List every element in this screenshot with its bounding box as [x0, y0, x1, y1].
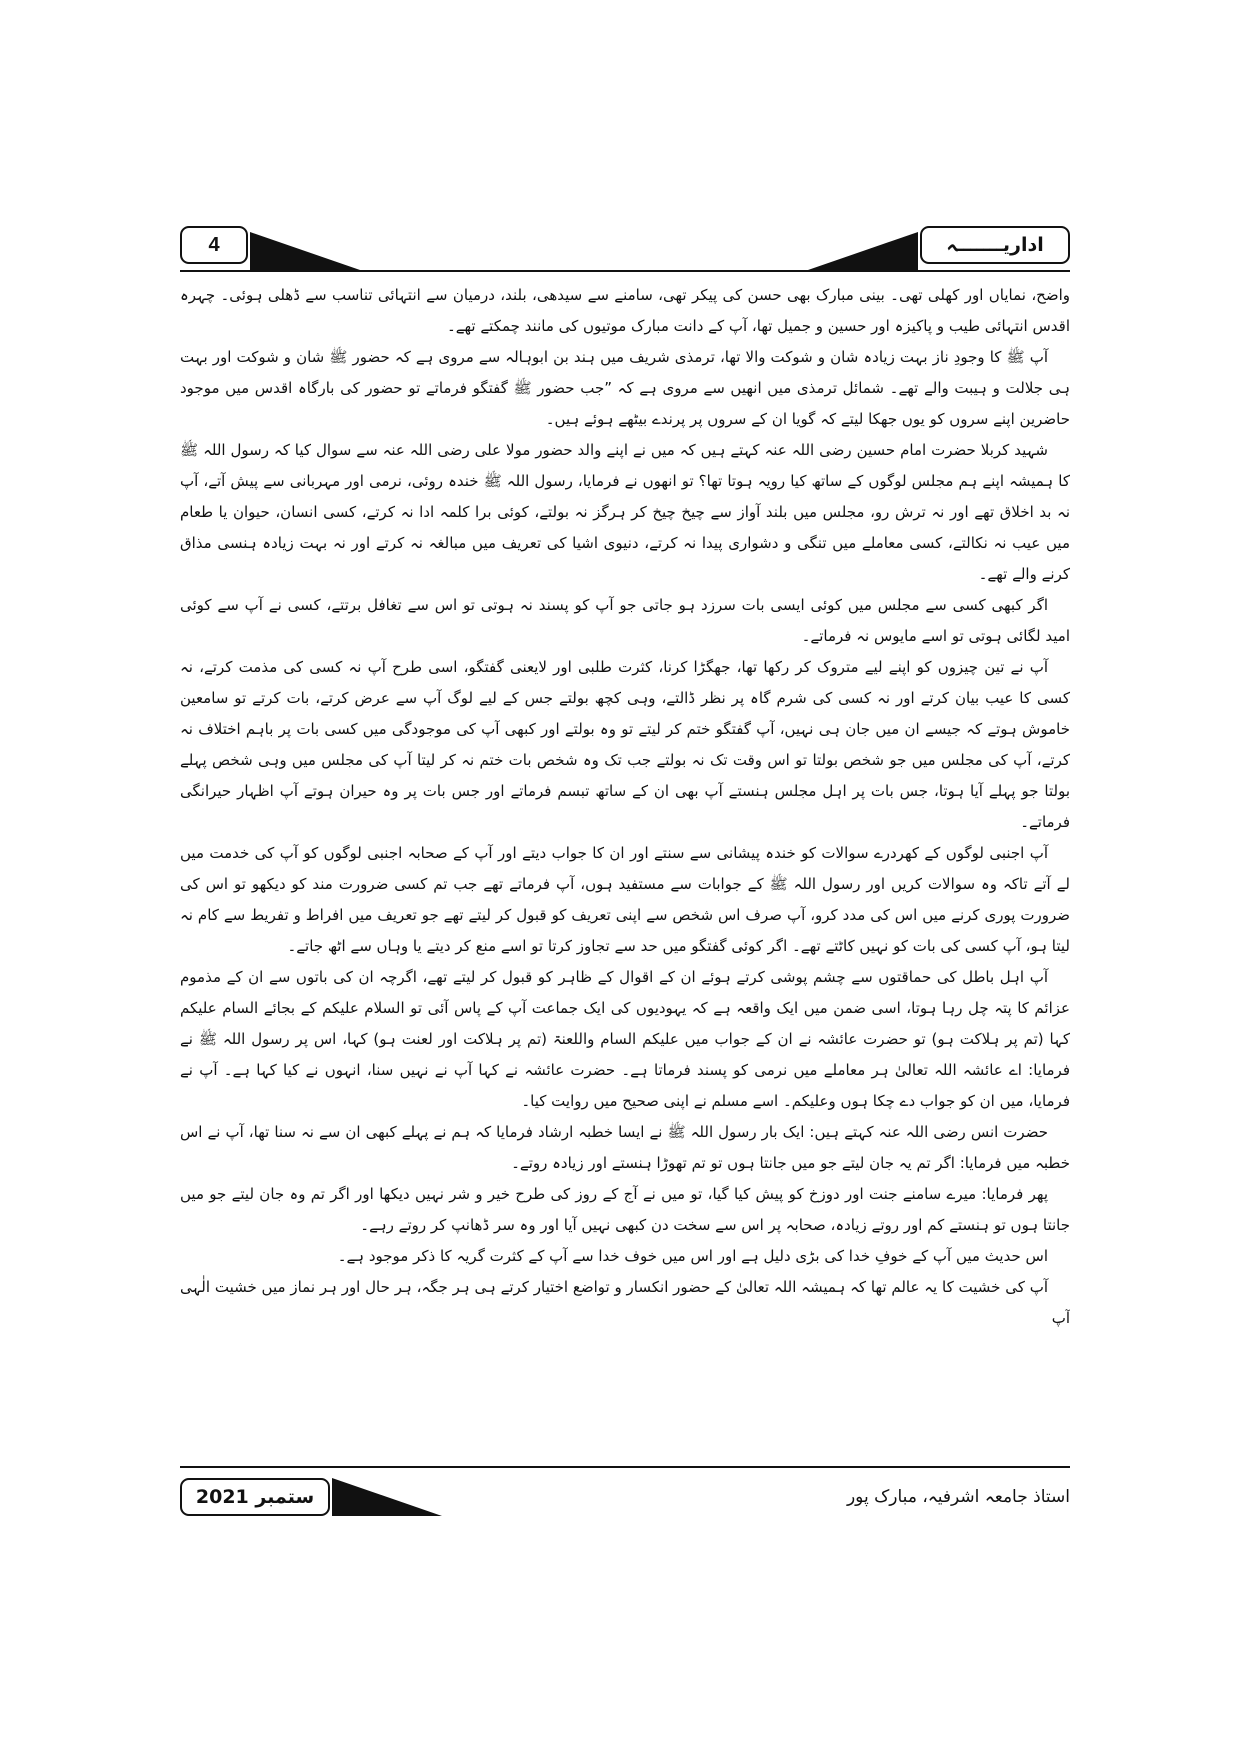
author-affiliation: استاذ جامعہ اشرفیہ، مبارک پور	[846, 1487, 1070, 1507]
article-body	[180, 280, 1070, 1460]
paragraph: شہید کربلا حضرت امام حسین رضی اللہ عنہ کہتے ہیں کہ میں نے اپنے والد حضور مولا علی رضی اللہ عنہ سے سوال کیا کہ رسول اللہ ﷺ کا ہمیشہ اپنے ہم مجلس لوگوں کے ساتھ کیا رویہ ہوتا تھا؟ تو انھوں نے فرمایا، رسول اللہ ﷺ خندہ روئی، نرمی اور مہربانی سے پیش آتے، آپ نہ بد اخلاق تھے اور نہ ترش رو، مجلس میں بلند آواز سے چیخ چیخ کر ہرگز نہ بولتے، کوئی برا کلمہ ادا نہ کرتے، کسی انسان، حیوان یا طعام میں عیب نہ نکالتے، کسی معاملے میں تنگی و دشواری پیدا نہ کرتے، دنیوی اشیا کی تعریف میں مبالغہ نہ کرتے اور نہ بہت زیادہ ہنسی مذاق کرنے والے تھے۔	[180, 441, 1070, 583]
page-header	[180, 226, 1070, 270]
header-left-wedge-decoration	[250, 232, 360, 270]
page-number: 4	[180, 226, 248, 264]
paragraph: آپ نے تین چیزوں کو اپنے لیے متروک کر رکھا تھا، جھگڑا کرنا، کثرت طلبی اور لایعنی گفتگو، اسی طرح آپ نہ کسی کی مذمت کرتے، نہ کسی کا عیب بیان کرتے اور نہ کسی کی شرم گاہ پر نظر ڈالتے، وہی کچھ بولتے جس کے لیے لوگ آپ سے عرض کرتے، بات کرتے تو سامعین خاموش ہوتے کہ جیسے ان میں جان ہی نہیں، آپ گفتگو ختم کر لیتے تو وہ بولتے اور کبھی آپ کی موجودگی میں کسی بات پر باہم اختلاف نہ کرتے، آپ کی مجلس میں جو شخص بولتا تو اس وقت تک نہ بولتے جب تک وہ شخص بات ختم نہ کر لیتا آپ کی مجلس میں وہی شخص پہلے بولتا جو پہلے آیا ہوتا، جس بات پر اہل مجلس ہنستے آپ بھی ان کے ساتھ تبسم فرماتے اور جس بات پر وہ حیران ہوتے آپ اظہار حیرانگی فرماتے۔	[180, 658, 1070, 831]
section-title: اداریـــــــہ	[920, 226, 1070, 264]
paragraph: آپ اہل باطل کی حماقتوں سے چشم پوشی کرتے ہوئے ان کے اقوال کے ظاہر کو قبول کر لیتے تھے، اگرچہ ان کی باتوں سے ان کے مذموم عزائم کا پتہ چل رہا ہوتا، اسی ضمن میں ایک واقعہ ہے کہ یہودیوں کی ایک جماعت آپ کے پاس آئی تو السلام علیکم کے بجائے السام علیکم کہا (تم پر ہلاکت ہو) تو حضرت عائشہ نے ان کے جواب میں علیکم السام واللعنۃ (تم پر ہلاکت اور لعنت ہو) کہا، اس پر رسول اللہ ﷺ نے فرمایا: اے عائشہ اللہ تعالیٰ ہر معاملے میں نرمی کو پسند فرماتا ہے۔ حضرت عائشہ نے کہا آپ نے نہیں سنا، انہوں نے کیا کہا ہے۔ آپ نے فرمایا، میں ان کو جواب دے چکا ہوں وعلیکم۔ اسے مسلم نے اپنی صحیح میں روایت کیا۔	[180, 968, 1070, 1110]
paragraph: واضح، نمایاں اور کھلی تھی۔ بینی مبارک بھی حسن کی پیکر تھی، سامنے سے سیدھی، بلند، درمیان سے انتہائی تناسب سے ڈھلی ہوئی۔ چہرہ اقدس انتہائی طیب و پاکیزہ اور حسین و جمیل تھا، آپ کے دانت مبارک موتیوں کی مانند چمکتے تھے۔	[180, 286, 1070, 335]
header-rule	[180, 270, 1070, 272]
paragraph: اس حدیث میں آپ کے خوفِ خدا کی بڑی دلیل ہے اور اس میں خوف خدا سے آپ کے کثرت گریہ کا ذکر موجود ہے۔	[337, 1247, 1048, 1265]
issue-date: ستمبر 2021	[180, 1478, 330, 1516]
paragraph: آپ اجنبی لوگوں کے کھردرے سوالات کو خندہ پیشانی سے سنتے اور ان کا جواب دیتے اور آپ کے صحابہ اجنبی لوگوں کو آپ کی خدمت میں لے آتے تاکہ وہ سوالات کریں اور رسول اللہ ﷺ کے جوابات سے مستفید ہوں، آپ فرماتے تھے جب تم کسی ضرورت مند کو دیکھو تو اس کی ضرورت پوری کرنے میں اس کی مدد کرو، آپ صرف اس شخص سے اپنی تعریف کو قبول کر لیتے تھے جو تعریف میں افراط و تفریط سے کام نہ لیتا ہو، آپ کسی کی بات کو نہیں کاٹتے تھے۔ اگر کوئی گفتگو میں حد سے تجاوز کرتا تو اسے منع کر دیتے یا وہاں سے اٹھ جاتے۔	[180, 844, 1070, 955]
footer-wedge-decoration	[332, 1478, 442, 1516]
paragraph: آپ کی خشیت کا یہ عالم تھا کہ ہمیشہ اللہ تعالیٰ کے حضور انکسار و تواضع اختیار کرتے ہی ہر جگہ، ہر حال اور ہر نماز میں خشیت الٰہی آپ	[180, 1278, 1070, 1327]
paragraph: پھر فرمایا: میرے سامنے جنت اور دوزخ کو پیش کیا گیا، تو میں نے آج کے روز کی طرح خیر و شر نہیں دیکھا اور اگر تم وہ جان لیتے جو میں جانتا ہوں تو ہنستے کم اور روتے زیادہ، صحابہ پر اس سے سخت دن کبھی نہیں آیا اور وہ سر ڈھانپ کر روتے رہے۔	[180, 1185, 1070, 1234]
page-footer	[180, 1466, 1070, 1522]
paragraph: آپ ﷺ کا وجودِ ناز بہت زیادہ شان و شوکت والا تھا، ترمذی شریف میں ہند بن ابوہالہ سے مروی ہے کہ حضور ﷺ شان و شوکت اور بہت ہی جلالت و ہیبت والے تھے۔ شمائل ترمذی میں انھیں سے مروی ہے کہ ”جب حضور ﷺ گفتگو فرماتے تو حضور کی بارگاہ اقدس میں موجود حاضرین اپنے سروں کو یوں جھکا لیتے کہ گویا ان کے سروں پر پرندے بیٹھے ہوئے ہیں۔	[180, 348, 1070, 428]
header-right-wedge-decoration	[808, 232, 918, 270]
paragraph: حضرت انس رضی اللہ عنہ کہتے ہیں: ایک بار رسول اللہ ﷺ نے ایسا خطبہ ارشاد فرمایا کہ ہم نے پہلے کبھی ان سے نہ سنا تھا، آپ نے اس خطبہ میں فرمایا: اگر تم یہ جان لیتے جو میں جانتا ہوں تو تم تھوڑا ہنستے اور زیادہ روتے۔	[180, 1123, 1070, 1172]
footer-rule	[180, 1466, 1070, 1468]
paragraph: اگر کبھی کسی سے مجلس میں کوئی ایسی بات سرزد ہو جاتی جو آپ کو پسند نہ ہوتی تو اس سے تغافل برتتے، کسی نے آپ سے کوئی امید لگائی ہوتی تو اسے مایوس نہ فرماتے۔	[180, 596, 1070, 645]
